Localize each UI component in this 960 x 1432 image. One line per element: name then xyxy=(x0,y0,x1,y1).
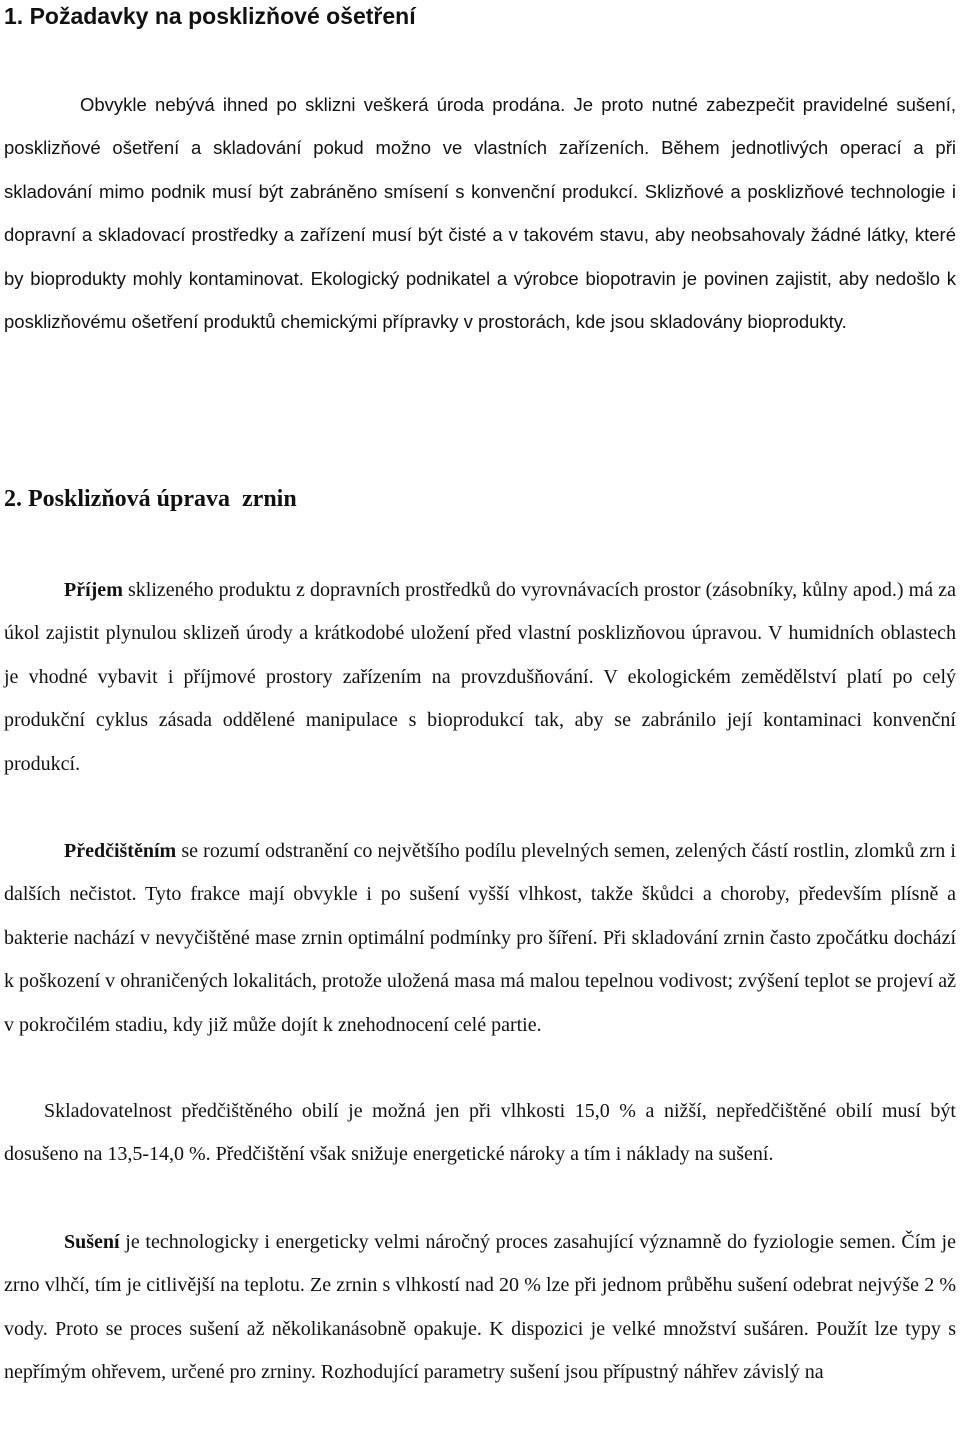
paragraph-suseni-text: je technologicky i energeticky velmi náročný proces zasahující významně do fyziologie semen. Čím je zrno vlhčí, tím je citlivější na teplotu. Ze zrnin s vlhkostí nad 20 % lze při jednom průběhu sušení odebrat nejvýše 2 % vody. Proto se proces sušení až několikanásobně opakuje. K dispozici je velké množství sušáren. Použít lze typy s nepřímým ohřevem, určené pro zrniny. Rozhodující parametry sušení jsou přípustný náhřev závislý na xyxy=(4,1231,956,1384)
term-predcisteni: Předčištěním xyxy=(64,840,177,862)
paragraph-skladovatelnost xyxy=(4,1090,956,1177)
section-2-heading: 2. Posklizňová úprava zrnin xyxy=(4,486,297,512)
paragraph-skladovatelnost-text: Skladovatelnost předčištěného obilí je možná jen při vlhkosti 15,0 % a nižší, nepředčištěné obilí musí být dosušeno na 13,5-14,0 %. Předčištění však snižuje energetické nároky a tím i náklady na sušení. xyxy=(4,1100,956,1166)
term-prijem: Příjem xyxy=(64,579,123,601)
term-suseni: Sušení xyxy=(64,1231,120,1253)
paragraph-prijem xyxy=(4,569,956,786)
paragraph-predcisteni-text: se rozumí odstranění co největšího podílu plevelných semen, zelených částí rostlin, zlomků zrn i dalších nečistot. Tyto frakce mají obvykle i po sušení vyšší vlhkost, takže škůdci a choroby, především plísně a bakterie nachází v nevyčištěné mase zrnin optimální podmínky pro šíření. Při skladování zrnin často zpočátku dochází k poškození v ohraničených lokalitách, protože uložená masa má malou tepelnou vodivost; zvýšení teplot se projeví až v pokročilém stadiu, kdy již může dojít k znehodnocení celé partie. xyxy=(4,840,956,1036)
section-1-paragraph: Obvykle nebývá ihned po sklizni veškerá úroda prodána. Je proto nutné zabezpečit pravidelné sušení, posklizňové ošetření a skladování pokud možno ve vlastních zařízeních. Během jednotlivých operací a při skladování mimo podnik musí být zabráněno smísení s konvenční produkcí. Sklizňové a posklizňové technologie i dopravní a skladovací prostředky a zařízení musí být čisté a v takovém stavu, aby neobsahovaly žádné látky, které by bioprodukty mohly kontaminovat. Ekologický podnikatel a výrobce biopotravin je povinen zajistit, aby nedošlo k posklizňovému ošetření produktů chemickými přípravky v prostorách, kde jsou skladovány bioprodukty. xyxy=(4,94,956,333)
section-1-heading: 1. Požadavky na posklizňové ošetření xyxy=(4,3,416,29)
paragraph-predcisteni xyxy=(4,830,956,1047)
paragraph-prijem-text: sklizeného produktu z dopravních prostředků do vyrovnávacích prostor (zásobníky, kůlny apod.) má za úkol zajistit plynulou sklizeň úrody a krátkodobé uložení před vlastní posklizňovou úpravou. V humidních oblastech je vhodné vybavit i příjmové prostory zařízením na provzdušňování. V ekologickém zemědělství platí po celý produkční cyklus zásada oddělené manipulace s bioprodukcí tak, aby se zabránilo její kontaminaci konvenční produkcí. xyxy=(4,579,956,775)
paragraph-suseni xyxy=(4,1221,956,1395)
